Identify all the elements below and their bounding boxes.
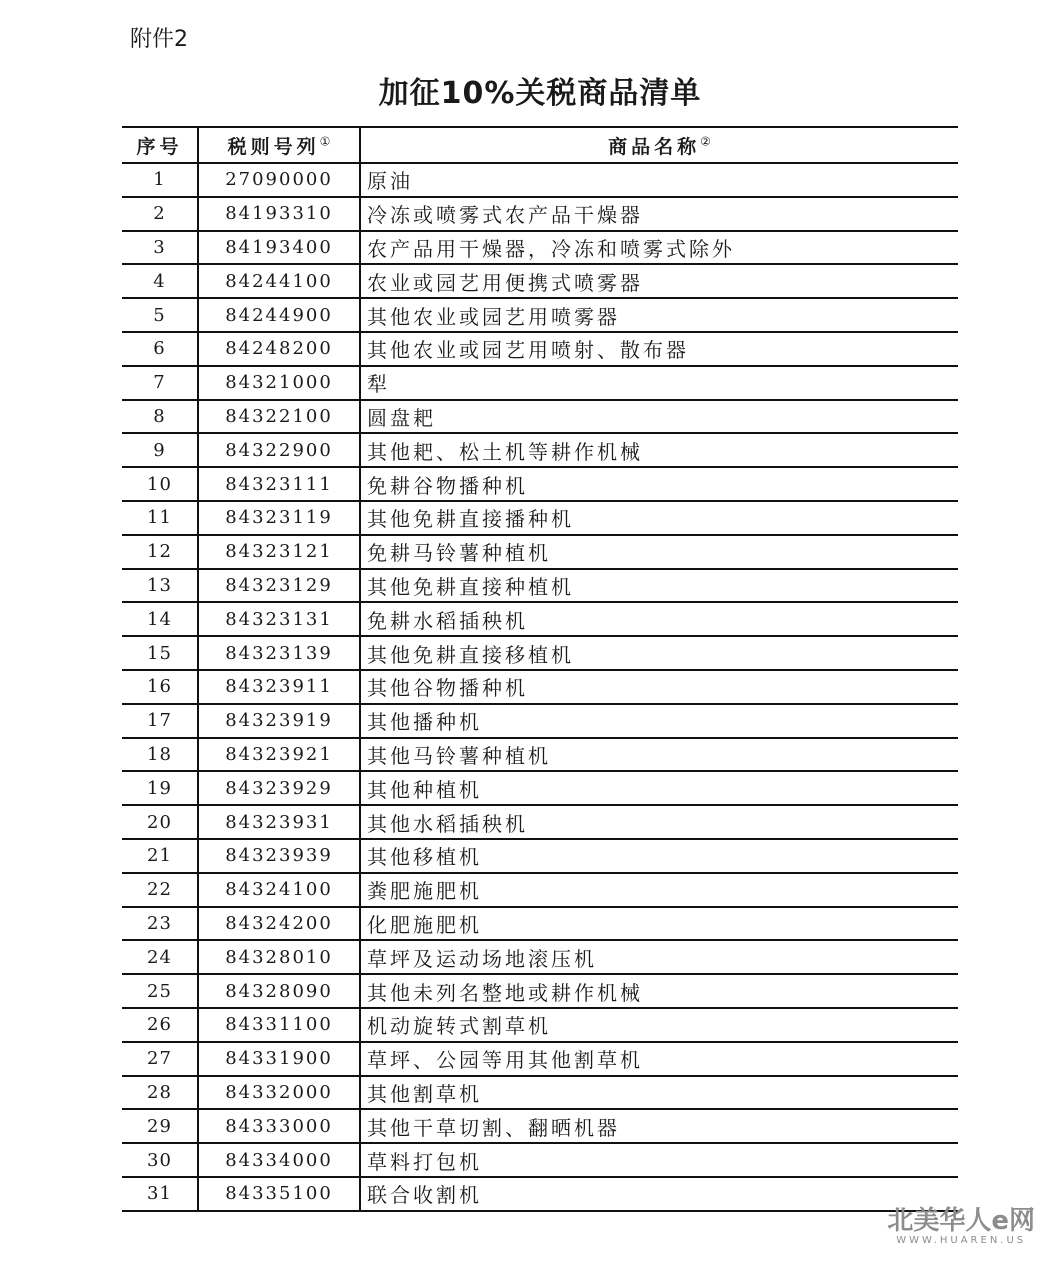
goods-name-cell: 草坪及运动场地滚压机 [360,940,958,974]
row-index-cell: 17 [122,704,198,738]
row-index-cell: 20 [122,805,198,839]
goods-name-cell: 农业或园艺用便携式喷雾器 [360,264,958,298]
row-index-cell: 16 [122,670,198,704]
table-row [122,1109,958,1143]
row-index-cell: 11 [122,501,198,535]
table-row [122,298,958,332]
code-footnote-mark: ① [319,134,331,149]
table-row [122,1042,958,1076]
name-header-label: 商品名称 [608,135,701,158]
row-index-cell: 3 [122,231,198,265]
goods-name-cell: 草料打包机 [360,1143,958,1177]
goods-name-cell: 原油 [360,163,958,197]
goods-name-cell: 化肥施肥机 [360,907,958,941]
row-index-cell: 7 [122,366,198,400]
tariff-code-cell: 84323939 [198,839,360,873]
attachment-label: 附件2 [130,27,188,52]
goods-name-cell: 犁 [360,366,958,400]
tariff-code-cell: 84331900 [198,1042,360,1076]
table-row [122,704,958,738]
table-header-row [122,127,958,163]
goods-name-cell: 其他免耕直接移植机 [360,636,958,670]
tariff-code-cell: 84244900 [198,298,360,332]
table-row [122,569,958,603]
tariff-goods-table [122,126,958,1212]
tariff-code-cell: 84323931 [198,805,360,839]
table-row [122,873,958,907]
goods-name-cell: 其他种植机 [360,771,958,805]
table-body [122,163,958,1211]
tariff-code-cell: 84331100 [198,1008,360,1042]
table-row [122,332,958,366]
tariff-code-cell: 84193310 [198,197,360,231]
table-row [122,366,958,400]
row-index-cell: 21 [122,839,198,873]
tariff-code-cell: 84328010 [198,940,360,974]
table-row [122,197,958,231]
goods-name-cell: 其他播种机 [360,704,958,738]
goods-name-cell: 其他水稻插秧机 [360,805,958,839]
row-index-cell: 1 [122,163,198,197]
row-index-cell: 6 [122,332,198,366]
tariff-code-cell: 84323921 [198,738,360,772]
goods-name-cell: 其他农业或园艺用喷雾器 [360,298,958,332]
table-row [122,1143,958,1177]
goods-name-cell: 草坪、公园等用其他割草机 [360,1042,958,1076]
tariff-code-cell: 84324200 [198,907,360,941]
tariff-code-cell: 84248200 [198,332,360,366]
tariff-code-cell: 84323131 [198,602,360,636]
table-row [122,231,958,265]
row-index-cell: 5 [122,298,198,332]
tariff-code-cell: 84321000 [198,366,360,400]
tariff-code-cell: 84193400 [198,231,360,265]
tariff-code-cell: 84334000 [198,1143,360,1177]
tariff-code-cell: 84333000 [198,1109,360,1143]
tariff-code-cell: 84323111 [198,467,360,501]
tariff-code-cell: 84323119 [198,501,360,535]
column-header-index [122,127,198,163]
watermark-url: WWW.HUAREN.US [896,1235,1027,1246]
row-index-cell: 24 [122,940,198,974]
tariff-code-cell: 84335100 [198,1177,360,1211]
tariff-code-cell: 84332000 [198,1076,360,1110]
goods-name-cell: 冷冻或喷雾式农产品干燥器 [360,197,958,231]
goods-name-cell: 其他谷物播种机 [360,670,958,704]
goods-name-cell: 农产品用干燥器，冷冻和喷雾式除外 [360,231,958,265]
row-index-cell: 23 [122,907,198,941]
watermark-logo-text: 北美华人e网 [887,1206,1035,1236]
tariff-code-cell: 84324100 [198,873,360,907]
row-index-cell: 18 [122,738,198,772]
row-index-cell: 2 [122,197,198,231]
row-index-cell: 19 [122,771,198,805]
table-row [122,636,958,670]
table-row [122,1177,958,1211]
table-row [122,839,958,873]
table-row [122,433,958,467]
goods-name-cell: 其他免耕直接播种机 [360,501,958,535]
column-header-name [360,127,958,163]
index-header-label: 序号 [136,135,183,158]
tariff-code-cell: 84323919 [198,704,360,738]
table-row [122,738,958,772]
goods-name-cell: 其他割草机 [360,1076,958,1110]
goods-name-cell: 免耕马铃薯种植机 [360,535,958,569]
row-index-cell: 29 [122,1109,198,1143]
table-row [122,670,958,704]
tariff-code-cell: 84322100 [198,400,360,434]
table-row [122,602,958,636]
goods-name-cell: 其他农业或园艺用喷射、散布器 [360,332,958,366]
row-index-cell: 26 [122,1008,198,1042]
row-index-cell: 22 [122,873,198,907]
tariff-code-cell: 84322900 [198,433,360,467]
row-index-cell: 27 [122,1042,198,1076]
table-row [122,467,958,501]
row-index-cell: 30 [122,1143,198,1177]
row-index-cell: 12 [122,535,198,569]
goods-name-cell: 粪肥施肥机 [360,873,958,907]
tariff-code-cell: 84323911 [198,670,360,704]
table-row [122,535,958,569]
table-row [122,805,958,839]
tariff-code-cell: 84323139 [198,636,360,670]
row-index-cell: 14 [122,602,198,636]
row-index-cell: 25 [122,974,198,1008]
table-row [122,771,958,805]
goods-name-cell: 免耕水稻插秧机 [360,602,958,636]
name-footnote-mark: ② [700,134,711,149]
row-index-cell: 10 [122,467,198,501]
tariff-code-cell: 84328090 [198,974,360,1008]
table-row [122,974,958,1008]
table-row [122,163,958,197]
row-index-cell: 8 [122,400,198,434]
table-row [122,907,958,941]
goods-name-cell: 其他免耕直接种植机 [360,569,958,603]
table-row [122,1076,958,1110]
table-row [122,501,958,535]
table-row [122,264,958,298]
tariff-code-cell: 84323929 [198,771,360,805]
code-header-label: 税则号列 [227,135,320,158]
column-header-code [198,127,360,163]
row-index-cell: 4 [122,264,198,298]
goods-name-cell: 圆盘耙 [360,400,958,434]
row-index-cell: 15 [122,636,198,670]
table-row [122,400,958,434]
tariff-code-cell: 84244100 [198,264,360,298]
row-index-cell: 28 [122,1076,198,1110]
row-index-cell: 9 [122,433,198,467]
tariff-code-cell: 84323129 [198,569,360,603]
goods-name-cell: 其他未列名整地或耕作机械 [360,974,958,1008]
goods-name-cell: 其他移植机 [360,839,958,873]
tariff-code-cell: 27090000 [198,163,360,197]
site-watermark [887,1207,1035,1247]
goods-name-cell: 联合收割机 [360,1177,958,1211]
table-row [122,1008,958,1042]
row-index-cell: 31 [122,1177,198,1211]
goods-name-cell: 免耕谷物播种机 [360,467,958,501]
goods-name-cell: 机动旋转式割草机 [360,1008,958,1042]
goods-name-cell: 其他马铃薯种植机 [360,738,958,772]
document-title: 加征10%关税商品清单 [378,76,702,111]
goods-name-cell: 其他干草切割、翻晒机器 [360,1109,958,1143]
goods-name-cell: 其他耙、松土机等耕作机械 [360,433,958,467]
tariff-code-cell: 84323121 [198,535,360,569]
table-row [122,940,958,974]
row-index-cell: 13 [122,569,198,603]
